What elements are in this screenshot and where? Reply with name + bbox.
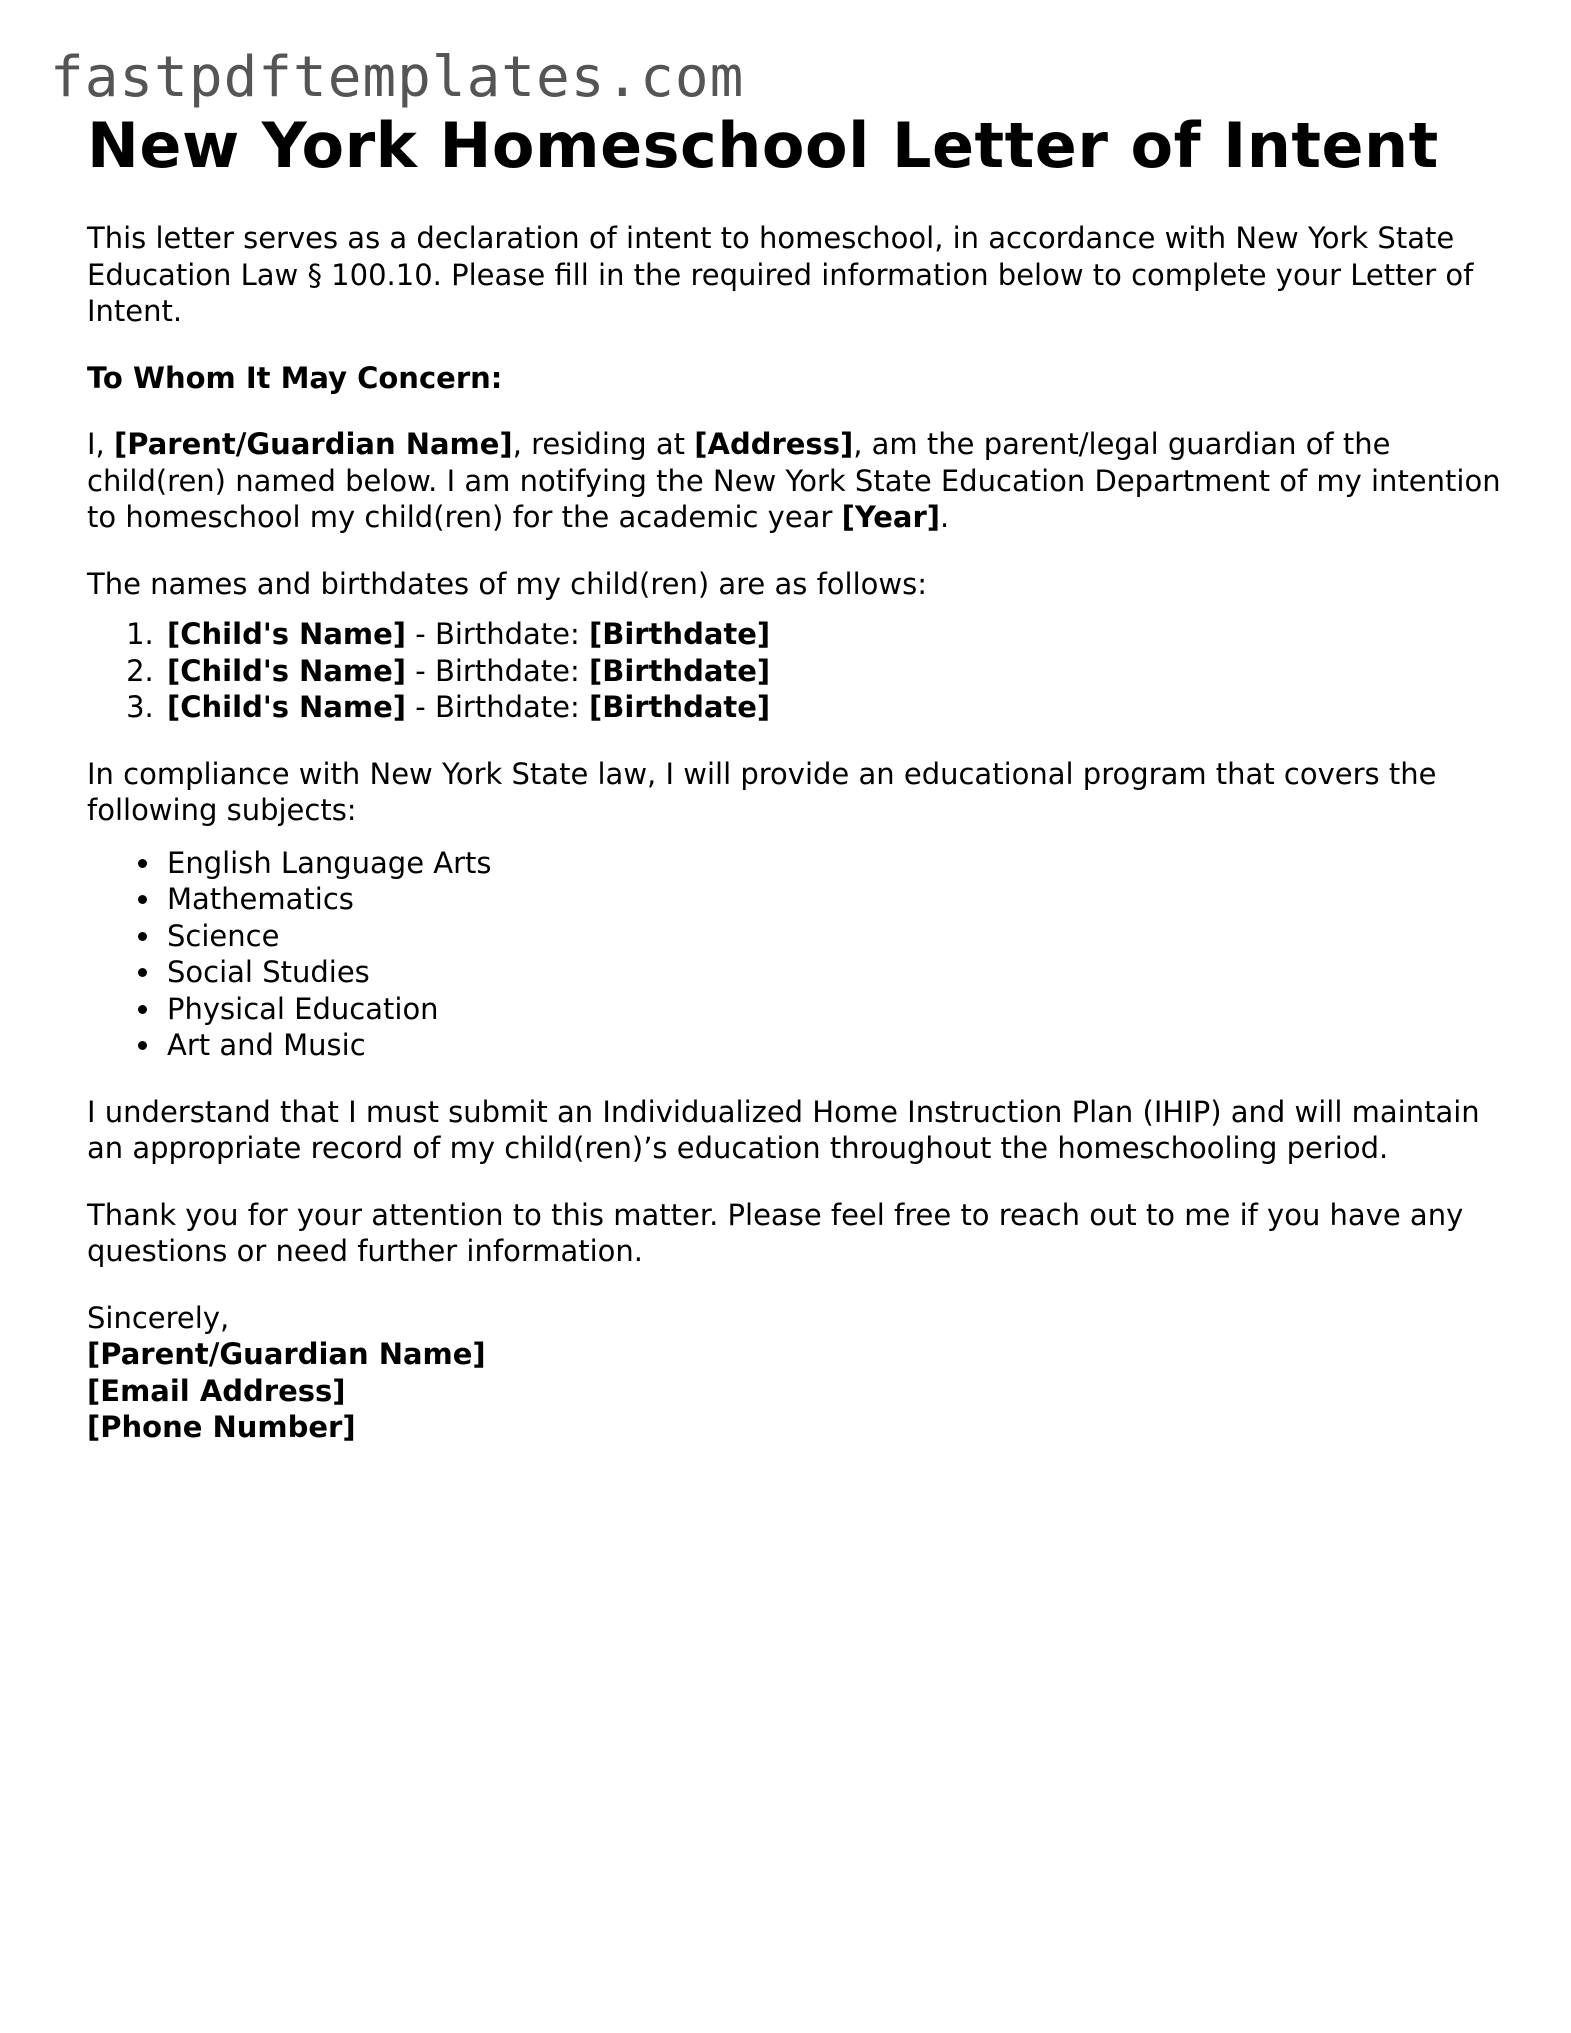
child-name-placeholder: [Child's Name]: [167, 653, 407, 688]
birthdate-label: - Birthdate:: [406, 617, 589, 652]
list-item: [163, 653, 1507, 690]
subjects-lead: In compliance with New York State law, I will provide an educational program that covers the following subjects:: [87, 756, 1437, 828]
birthdate-placeholder: [Birthdate]: [588, 617, 771, 652]
phone-placeholder: [Phone Number]: [87, 1410, 356, 1445]
declaration-paragraph: [87, 426, 1507, 536]
child-name-placeholder: [Child's Name]: [167, 690, 407, 725]
salutation: To Whom It May Concern:: [87, 360, 503, 395]
list-item: • Physical Education: [163, 991, 1507, 1028]
list-item: • Science: [163, 918, 1507, 955]
email-placeholder: [Email Address]: [87, 1373, 346, 1408]
list-item: • Art and Music: [163, 1027, 1507, 1064]
parent-name-placeholder: [Parent/Guardian Name]: [114, 427, 513, 462]
list-item: [163, 689, 1507, 726]
address-placeholder: [Address]: [694, 427, 854, 462]
subjects-list: [87, 845, 1507, 1064]
signature-block: [87, 1300, 1507, 1446]
declaration-text-1: , residing at: [512, 427, 695, 462]
birthdate-placeholder: [Birthdate]: [588, 690, 771, 725]
letter-document: [87, 109, 1507, 1446]
list-item: • English Language Arts: [163, 845, 1507, 882]
ihip-paragraph: I understand that I must submit an Individualized Home Instruction Plan (IHIP) and will maintain an appropriate record of my child(ren)’s education throughout the homeschooling period.: [87, 1094, 1480, 1166]
signoff: Sincerely,: [87, 1300, 230, 1335]
children-lead: The names and birthdates of my child(ren) are as follows:: [87, 566, 927, 601]
child-name-placeholder: [Child's Name]: [167, 617, 407, 652]
page-title: New York Homeschool Letter of Intent: [87, 109, 1439, 182]
thanks-paragraph: Thank you for your attention to this matter. Please feel free to reach out to me if you have any questions or need further information.: [87, 1197, 1464, 1269]
signature-name-placeholder: [Parent/Guardian Name]: [87, 1337, 486, 1372]
birthdate-placeholder: [Birthdate]: [588, 653, 771, 688]
declaration-text-2: , am the parent/legal guardian of the child(ren) named below. I am notifying the New York State Education Department of my intention to homeschool my child(ren) for the academic year: [87, 427, 1501, 535]
year-placeholder: [Year]: [841, 500, 940, 535]
list-item: • Social Studies: [163, 954, 1507, 991]
declaration-suffix: .: [940, 500, 950, 535]
site-watermark: fastpdftemplates.com: [50, 45, 745, 110]
intro-paragraph: This letter serves as a declaration of intent to homeschool, in accordance with New York State Education Law § 100.10. Please fill in the required information below to complete your Letter of Intent.: [87, 221, 1474, 329]
list-item: • Mathematics: [163, 881, 1507, 918]
birthdate-label: - Birthdate:: [406, 690, 589, 725]
declaration-prefix: I,: [87, 427, 114, 462]
children-list: [87, 616, 1507, 726]
list-item: [163, 616, 1507, 653]
birthdate-label: - Birthdate:: [406, 653, 589, 688]
